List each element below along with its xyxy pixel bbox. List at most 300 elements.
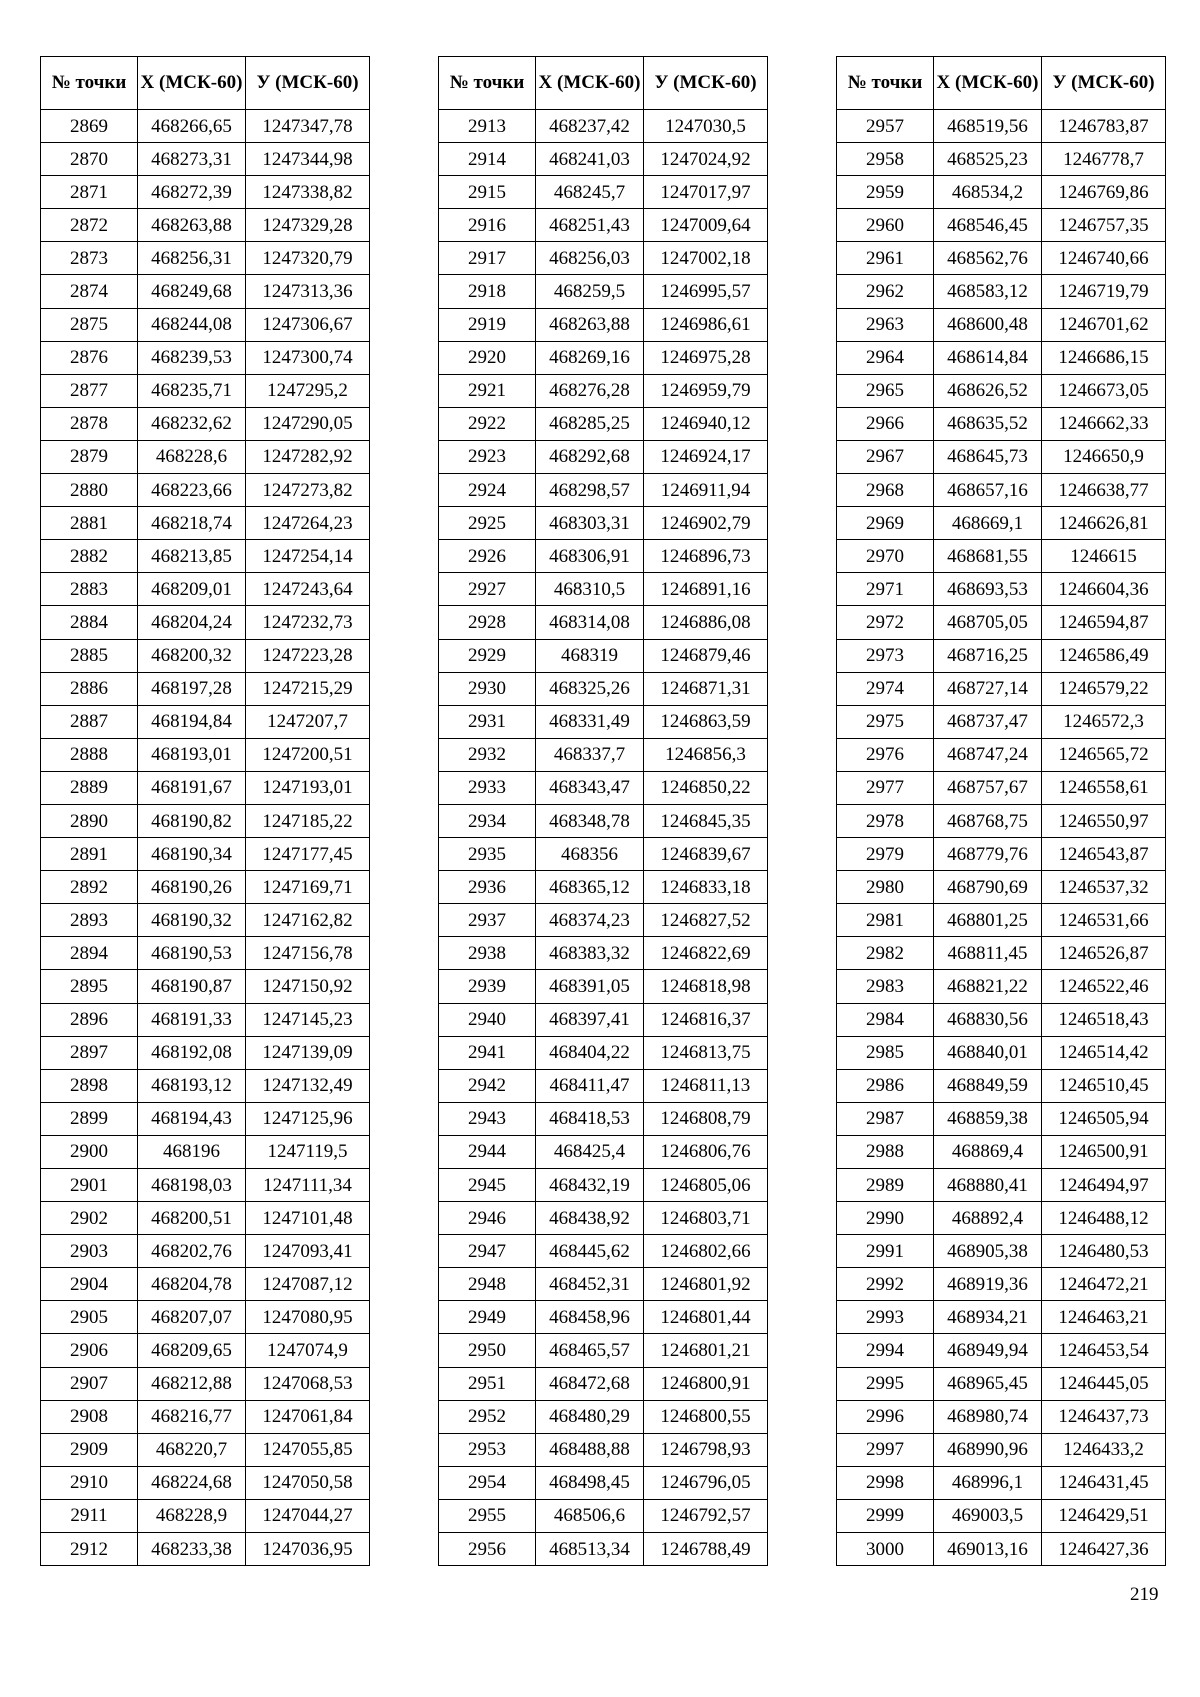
table-row	[41, 209, 370, 242]
table-row	[439, 275, 768, 308]
y-coordinate-cell: 1246480,53	[1042, 1235, 1166, 1268]
x-coordinate-cell: 468790,69	[934, 871, 1042, 904]
y-coordinate-cell: 1246902,79	[644, 507, 768, 540]
table-row	[439, 440, 768, 473]
x-coordinate-cell: 468212,88	[138, 1367, 246, 1400]
y-coordinate-cell: 1246959,79	[644, 374, 768, 407]
table-row	[41, 308, 370, 341]
point-number-cell: 2886	[41, 672, 138, 705]
point-number-cell: 2998	[837, 1466, 934, 1499]
y-coordinate-cell: 1247264,23	[246, 507, 370, 540]
y-coordinate-cell: 1246813,75	[644, 1036, 768, 1069]
coordinates-table-2	[438, 56, 768, 1566]
y-coordinate-cell: 1247119,5	[246, 1135, 370, 1168]
point-number-cell: 2869	[41, 110, 138, 143]
x-coordinate-cell: 468452,31	[536, 1268, 644, 1301]
y-coordinate-cell: 1247344,98	[246, 143, 370, 176]
table-row	[439, 1466, 768, 1499]
x-coordinate-cell: 468204,78	[138, 1268, 246, 1301]
point-number-cell: 2924	[439, 474, 536, 507]
point-number-cell: 2870	[41, 143, 138, 176]
y-coordinate-cell: 1247030,5	[644, 110, 768, 143]
table-row	[439, 1433, 768, 1466]
table-row	[41, 1169, 370, 1202]
x-coordinate-cell: 468241,03	[536, 143, 644, 176]
y-coordinate-cell: 1246445,05	[1042, 1367, 1166, 1400]
x-coordinate-cell: 468391,05	[536, 970, 644, 1003]
table-row	[41, 1400, 370, 1433]
point-number-cell: 2897	[41, 1036, 138, 1069]
point-number-cell: 2911	[41, 1499, 138, 1532]
y-coordinate-cell: 1246433,2	[1042, 1433, 1166, 1466]
x-coordinate-cell: 468849,59	[934, 1069, 1042, 1102]
point-number-cell: 2972	[837, 606, 934, 639]
x-coordinate-cell: 468626,52	[934, 374, 1042, 407]
point-number-cell: 2883	[41, 573, 138, 606]
y-coordinate-cell: 1246604,36	[1042, 573, 1166, 606]
point-number-cell: 2977	[837, 771, 934, 804]
point-number-cell: 2942	[439, 1069, 536, 1102]
y-coordinate-cell: 1247313,36	[246, 275, 370, 308]
y-coordinate-cell: 1247162,82	[246, 904, 370, 937]
point-number-cell: 2874	[41, 275, 138, 308]
table-row	[439, 838, 768, 871]
table-row	[439, 1003, 768, 1036]
y-coordinate-cell: 1246995,57	[644, 275, 768, 308]
point-number-cell: 2963	[837, 308, 934, 341]
coordinates-table-3	[836, 56, 1166, 1566]
y-coordinate-cell: 1246801,44	[644, 1301, 768, 1334]
point-number-cell: 2991	[837, 1235, 934, 1268]
point-number-cell: 2948	[439, 1268, 536, 1301]
table-row	[439, 1169, 768, 1202]
point-number-cell: 2996	[837, 1400, 934, 1433]
point-number-cell: 2881	[41, 507, 138, 540]
x-coordinate-cell: 468325,26	[536, 672, 644, 705]
point-number-cell: 2970	[837, 540, 934, 573]
table-row	[41, 904, 370, 937]
table-row	[837, 176, 1166, 209]
table-row	[837, 1334, 1166, 1367]
x-coordinate-cell: 468779,76	[934, 838, 1042, 871]
y-coordinate-cell: 1246526,87	[1042, 937, 1166, 970]
y-coordinate-cell: 1246514,42	[1042, 1036, 1166, 1069]
x-coordinate-cell: 468600,48	[934, 308, 1042, 341]
x-coordinate-cell: 468319	[536, 639, 644, 672]
point-number-cell: 2961	[837, 242, 934, 275]
y-coordinate-cell: 1246792,57	[644, 1499, 768, 1532]
x-coordinate-cell: 468488,88	[536, 1433, 644, 1466]
y-coordinate-cell: 1246550,97	[1042, 804, 1166, 837]
table-row	[41, 1367, 370, 1400]
y-coordinate-cell: 1246594,87	[1042, 606, 1166, 639]
table-row	[837, 308, 1166, 341]
y-coordinate-cell: 1246572,3	[1042, 705, 1166, 738]
x-coordinate-cell: 468237,42	[536, 110, 644, 143]
x-coordinate-cell: 468919,36	[934, 1268, 1042, 1301]
point-number-cell: 2953	[439, 1433, 536, 1466]
y-coordinate-cell: 1246505,94	[1042, 1102, 1166, 1135]
table-row	[837, 1533, 1166, 1566]
x-coordinate-cell: 468239,53	[138, 341, 246, 374]
table-row	[439, 341, 768, 374]
point-number-cell: 2916	[439, 209, 536, 242]
y-coordinate-cell: 1246871,31	[644, 672, 768, 705]
table-row	[41, 440, 370, 473]
y-coordinate-cell: 1246565,72	[1042, 738, 1166, 771]
x-coordinate-cell: 468190,32	[138, 904, 246, 937]
y-coordinate-cell: 1247145,23	[246, 1003, 370, 1036]
table-row	[41, 705, 370, 738]
point-number-cell: 2952	[439, 1400, 536, 1433]
x-coordinate-cell: 468465,57	[536, 1334, 644, 1367]
point-number-cell: 2974	[837, 672, 934, 705]
x-coordinate-cell: 468480,29	[536, 1400, 644, 1433]
y-coordinate-cell: 1247024,92	[644, 143, 768, 176]
y-coordinate-cell: 1247139,09	[246, 1036, 370, 1069]
point-number-cell: 2934	[439, 804, 536, 837]
table-row	[41, 573, 370, 606]
point-number-cell: 3000	[837, 1533, 934, 1566]
y-coordinate-cell: 1246975,28	[644, 341, 768, 374]
table-row	[837, 407, 1166, 440]
table-row	[837, 440, 1166, 473]
point-number-cell: 2927	[439, 573, 536, 606]
y-coordinate-cell: 1247338,82	[246, 176, 370, 209]
x-coordinate-cell: 468348,78	[536, 804, 644, 837]
x-coordinate-cell: 468193,01	[138, 738, 246, 771]
table-row	[837, 606, 1166, 639]
x-coordinate-cell: 468337,7	[536, 738, 644, 771]
table-row	[439, 242, 768, 275]
point-number-cell: 2884	[41, 606, 138, 639]
x-coordinate-cell: 468223,66	[138, 474, 246, 507]
y-coordinate-cell: 1246801,21	[644, 1334, 768, 1367]
table-row	[439, 1533, 768, 1566]
table-row	[837, 1003, 1166, 1036]
point-number-cell: 2967	[837, 440, 934, 473]
y-coordinate-cell: 1246586,49	[1042, 639, 1166, 672]
x-coordinate-cell: 468303,31	[536, 507, 644, 540]
x-coordinate-cell: 468801,25	[934, 904, 1042, 937]
table-row	[439, 1036, 768, 1069]
table-row	[837, 871, 1166, 904]
y-coordinate-cell: 1247061,84	[246, 1400, 370, 1433]
point-number-cell: 2903	[41, 1235, 138, 1268]
table-row	[41, 1334, 370, 1367]
y-coordinate-cell: 1247068,53	[246, 1367, 370, 1400]
x-coordinate-cell: 468811,45	[934, 937, 1042, 970]
point-number-cell: 2885	[41, 639, 138, 672]
point-number-cell: 2876	[41, 341, 138, 374]
y-coordinate-cell: 1246494,97	[1042, 1169, 1166, 1202]
x-coordinate-cell: 468892,4	[934, 1202, 1042, 1235]
point-number-cell: 2968	[837, 474, 934, 507]
x-coordinate-cell: 468285,25	[536, 407, 644, 440]
point-number-cell: 2882	[41, 540, 138, 573]
table-row	[41, 738, 370, 771]
x-coordinate-cell: 468220,7	[138, 1433, 246, 1466]
point-number-cell: 2994	[837, 1334, 934, 1367]
point-number-cell: 2894	[41, 937, 138, 970]
table-row	[837, 209, 1166, 242]
y-coordinate-cell: 1246806,76	[644, 1135, 768, 1168]
y-coordinate-cell: 1247087,12	[246, 1268, 370, 1301]
point-number-cell: 2887	[41, 705, 138, 738]
table-row	[439, 176, 768, 209]
table-row	[837, 275, 1166, 308]
y-coordinate-cell: 1247254,14	[246, 540, 370, 573]
point-number-cell: 2990	[837, 1202, 934, 1235]
point-number-cell: 2888	[41, 738, 138, 771]
y-coordinate-cell: 1247185,22	[246, 804, 370, 837]
point-number-cell: 2926	[439, 540, 536, 573]
x-coordinate-cell: 468263,88	[138, 209, 246, 242]
x-coordinate-cell: 468583,12	[934, 275, 1042, 308]
y-coordinate-cell: 1246740,66	[1042, 242, 1166, 275]
point-number-cell: 2962	[837, 275, 934, 308]
y-coordinate-cell: 1246816,37	[644, 1003, 768, 1036]
y-coordinate-cell: 1246805,06	[644, 1169, 768, 1202]
y-coordinate-cell: 1247017,97	[644, 176, 768, 209]
y-coordinate-cell: 1246827,52	[644, 904, 768, 937]
point-number-cell: 2915	[439, 176, 536, 209]
point-number-cell: 2959	[837, 176, 934, 209]
table-row	[439, 1400, 768, 1433]
point-number-cell: 2958	[837, 143, 934, 176]
x-coordinate-cell: 468990,96	[934, 1433, 1042, 1466]
x-coordinate-cell: 468546,45	[934, 209, 1042, 242]
x-coordinate-cell: 468880,41	[934, 1169, 1042, 1202]
table-row	[439, 1268, 768, 1301]
x-coordinate-cell: 469013,16	[934, 1533, 1042, 1566]
x-coordinate-cell: 468635,52	[934, 407, 1042, 440]
x-coordinate-cell: 468645,73	[934, 440, 1042, 473]
table-row	[41, 838, 370, 871]
y-coordinate-cell: 1247295,2	[246, 374, 370, 407]
x-coordinate-cell: 468272,39	[138, 176, 246, 209]
y-coordinate-cell: 1246500,91	[1042, 1135, 1166, 1168]
table-row	[439, 705, 768, 738]
point-number-cell: 2928	[439, 606, 536, 639]
y-coordinate-cell: 1247177,45	[246, 838, 370, 871]
y-coordinate-cell: 1246510,45	[1042, 1069, 1166, 1102]
table-row	[837, 540, 1166, 573]
x-coordinate-cell: 468425,4	[536, 1135, 644, 1168]
y-coordinate-cell: 1246822,69	[644, 937, 768, 970]
y-coordinate-cell: 1247055,85	[246, 1433, 370, 1466]
point-number-cell: 2931	[439, 705, 536, 738]
table-row	[41, 1268, 370, 1301]
y-coordinate-cell: 1246788,49	[644, 1533, 768, 1566]
y-coordinate-cell: 1246833,18	[644, 871, 768, 904]
table-row	[439, 738, 768, 771]
x-coordinate-cell: 468331,49	[536, 705, 644, 738]
y-coordinate-cell: 1247074,9	[246, 1334, 370, 1367]
point-number-cell: 2872	[41, 209, 138, 242]
y-coordinate-cell: 1247232,73	[246, 606, 370, 639]
header-x-coordinate: Х (МСК-60)	[934, 57, 1042, 110]
point-number-cell: 2906	[41, 1334, 138, 1367]
x-coordinate-cell: 468693,53	[934, 573, 1042, 606]
x-coordinate-cell: 468190,26	[138, 871, 246, 904]
x-coordinate-cell: 468519,56	[934, 110, 1042, 143]
table-row	[837, 1102, 1166, 1135]
x-coordinate-cell: 468233,38	[138, 1533, 246, 1566]
point-number-cell: 2910	[41, 1466, 138, 1499]
y-coordinate-cell: 1247193,01	[246, 771, 370, 804]
table-row	[439, 1334, 768, 1367]
y-coordinate-cell: 1246891,16	[644, 573, 768, 606]
point-number-cell: 2979	[837, 838, 934, 871]
y-coordinate-cell: 1246719,79	[1042, 275, 1166, 308]
x-coordinate-cell: 468314,08	[536, 606, 644, 639]
page-number: 219	[1130, 1584, 1159, 1605]
table-row	[439, 1135, 768, 1168]
table-row	[41, 937, 370, 970]
point-number-cell: 2892	[41, 871, 138, 904]
table-row	[41, 1235, 370, 1268]
table-row	[41, 242, 370, 275]
point-number-cell: 2933	[439, 771, 536, 804]
table-row	[837, 143, 1166, 176]
x-coordinate-cell: 468194,43	[138, 1102, 246, 1135]
table-row	[837, 242, 1166, 275]
point-number-cell: 2898	[41, 1069, 138, 1102]
header-point-number: № точки	[41, 57, 138, 110]
table-row	[41, 1533, 370, 1566]
table-row	[41, 110, 370, 143]
table-row	[439, 871, 768, 904]
table-row	[837, 1235, 1166, 1268]
table-row	[439, 771, 768, 804]
point-number-cell: 2999	[837, 1499, 934, 1532]
y-coordinate-cell: 1246518,43	[1042, 1003, 1166, 1036]
x-coordinate-cell: 468266,65	[138, 110, 246, 143]
y-coordinate-cell: 1246537,32	[1042, 871, 1166, 904]
y-coordinate-cell: 1247101,48	[246, 1202, 370, 1235]
table-row	[837, 1433, 1166, 1466]
y-coordinate-cell: 1247150,92	[246, 970, 370, 1003]
table-row	[41, 871, 370, 904]
point-number-cell: 2982	[837, 937, 934, 970]
x-coordinate-cell: 468216,77	[138, 1400, 246, 1433]
x-coordinate-cell: 468438,92	[536, 1202, 644, 1235]
x-coordinate-cell: 468209,65	[138, 1334, 246, 1367]
point-number-cell: 2978	[837, 804, 934, 837]
point-number-cell: 2896	[41, 1003, 138, 1036]
table-row	[837, 1301, 1166, 1334]
x-coordinate-cell: 468747,24	[934, 738, 1042, 771]
point-number-cell: 2895	[41, 970, 138, 1003]
point-number-cell: 2947	[439, 1235, 536, 1268]
y-coordinate-cell: 1247215,29	[246, 672, 370, 705]
y-coordinate-cell: 1246650,9	[1042, 440, 1166, 473]
x-coordinate-cell: 468705,05	[934, 606, 1042, 639]
x-coordinate-cell: 468830,56	[934, 1003, 1042, 1036]
x-coordinate-cell: 468934,21	[934, 1301, 1042, 1334]
table-row	[837, 804, 1166, 837]
x-coordinate-cell: 469003,5	[934, 1499, 1042, 1532]
table-row	[837, 1069, 1166, 1102]
point-number-cell: 2917	[439, 242, 536, 275]
table-row	[41, 639, 370, 672]
y-coordinate-cell: 1246558,61	[1042, 771, 1166, 804]
y-coordinate-cell: 1246986,61	[644, 308, 768, 341]
y-coordinate-cell: 1246850,22	[644, 771, 768, 804]
point-number-cell: 2981	[837, 904, 934, 937]
y-coordinate-cell: 1246796,05	[644, 1466, 768, 1499]
x-coordinate-cell: 468411,47	[536, 1069, 644, 1102]
table-row	[837, 341, 1166, 374]
table-row	[41, 474, 370, 507]
x-coordinate-cell: 468472,68	[536, 1367, 644, 1400]
table-row	[837, 1367, 1166, 1400]
point-number-cell: 2965	[837, 374, 934, 407]
x-coordinate-cell: 468513,34	[536, 1533, 644, 1566]
x-coordinate-cell: 468200,32	[138, 639, 246, 672]
table-row	[41, 970, 370, 1003]
table-row	[837, 1202, 1166, 1235]
point-number-cell: 2880	[41, 474, 138, 507]
x-coordinate-cell: 468768,75	[934, 804, 1042, 837]
table-row	[439, 672, 768, 705]
point-number-cell: 2984	[837, 1003, 934, 1036]
y-coordinate-cell: 1246579,22	[1042, 672, 1166, 705]
table-row	[439, 308, 768, 341]
x-coordinate-cell: 468298,57	[536, 474, 644, 507]
x-coordinate-cell: 468256,31	[138, 242, 246, 275]
x-coordinate-cell: 468418,53	[536, 1102, 644, 1135]
point-number-cell: 2936	[439, 871, 536, 904]
table-row	[439, 1069, 768, 1102]
table-row	[41, 1036, 370, 1069]
x-coordinate-cell: 468716,25	[934, 639, 1042, 672]
y-coordinate-cell: 1246701,62	[1042, 308, 1166, 341]
x-coordinate-cell: 468209,01	[138, 573, 246, 606]
table-row	[41, 1102, 370, 1135]
y-coordinate-cell: 1247169,71	[246, 871, 370, 904]
point-number-cell: 2950	[439, 1334, 536, 1367]
x-coordinate-cell: 468190,53	[138, 937, 246, 970]
x-coordinate-cell: 468228,6	[138, 440, 246, 473]
y-coordinate-cell: 1246879,46	[644, 639, 768, 672]
point-number-cell: 2918	[439, 275, 536, 308]
x-coordinate-cell: 468202,76	[138, 1235, 246, 1268]
table-header-row	[439, 57, 768, 110]
table-row	[837, 110, 1166, 143]
table-row	[439, 1367, 768, 1400]
point-number-cell: 2908	[41, 1400, 138, 1433]
x-coordinate-cell: 468218,74	[138, 507, 246, 540]
table-row	[439, 639, 768, 672]
x-coordinate-cell: 468259,5	[536, 275, 644, 308]
table-row	[837, 639, 1166, 672]
point-number-cell: 2992	[837, 1268, 934, 1301]
point-number-cell: 2879	[41, 440, 138, 473]
table-row	[41, 1069, 370, 1102]
point-number-cell: 2889	[41, 771, 138, 804]
table-row	[41, 1433, 370, 1466]
table-row	[439, 573, 768, 606]
point-number-cell: 2985	[837, 1036, 934, 1069]
y-coordinate-cell: 1246808,79	[644, 1102, 768, 1135]
x-coordinate-cell: 468821,22	[934, 970, 1042, 1003]
table-row	[837, 1268, 1166, 1301]
x-coordinate-cell: 468190,82	[138, 804, 246, 837]
table-row	[439, 474, 768, 507]
point-number-cell: 2912	[41, 1533, 138, 1566]
